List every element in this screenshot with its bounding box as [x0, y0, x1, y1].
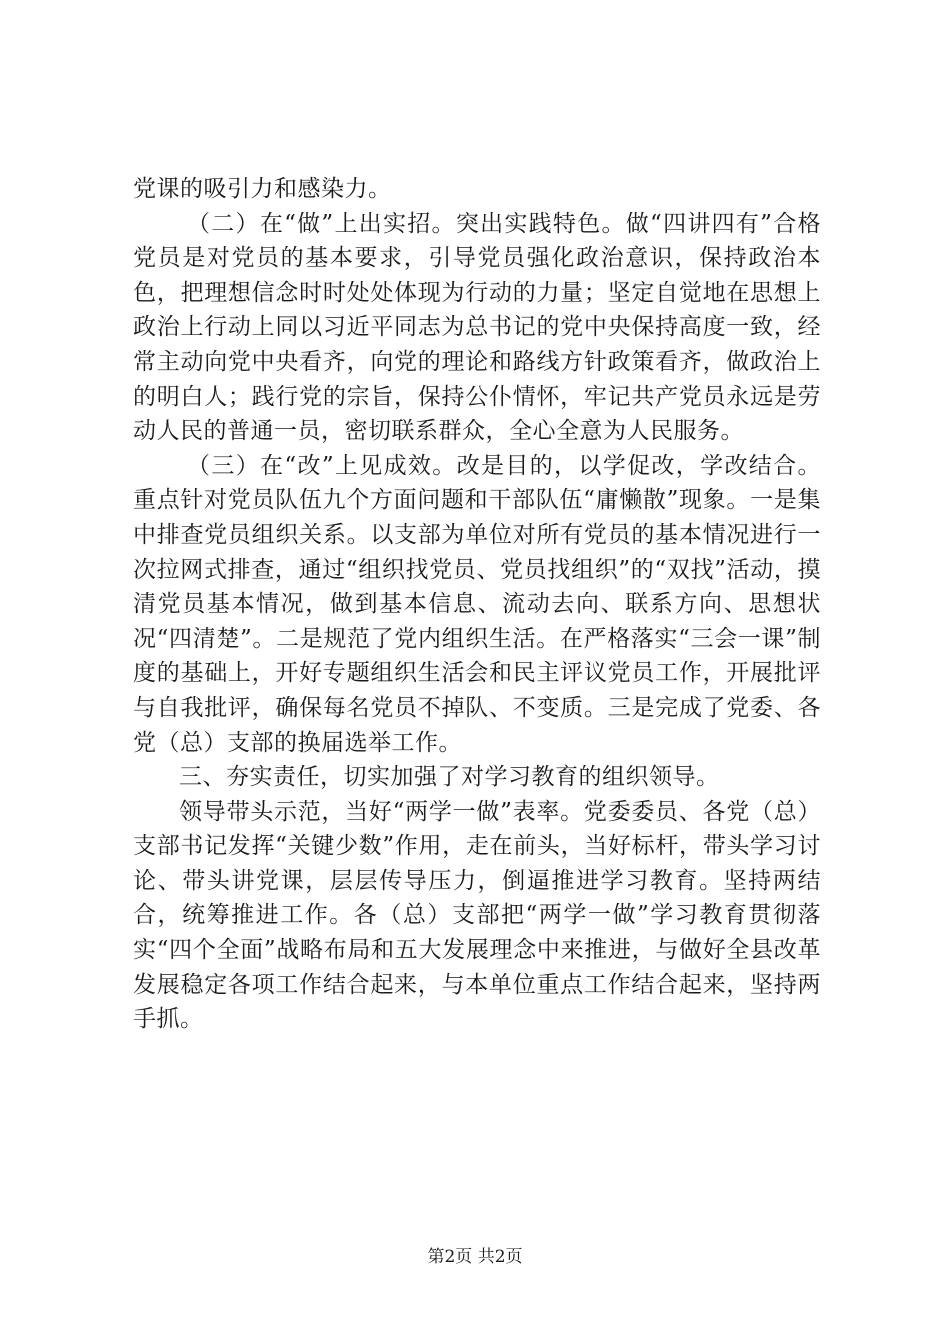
page-number-footer: 第2页 共2页: [427, 1247, 523, 1267]
paragraph-section-two: （二）在“做”上出实招。突出实践特色。做“四讲四有”合格党员是对党员的基本要求，引导党员强化政治意识，保持政治本色，把理想信念时时处处体现为行动的力量；坚定自觉地在思想上政治上行动上同以习近平同志为总书记的党中央保持高度一致，经常主动向党中央看齐，向党的理论和路线方针政策看齐，做政治上的明白人；践行党的宗旨，保持公仆情怀，牢记共产党员永远是劳动人民的普通一员，密切联系群众，全心全意为人民服务。: [133, 210, 821, 445]
document-body: [133, 172, 821, 1037]
paragraph-continuation: 党课的吸引力和感染力。: [133, 176, 392, 202]
paragraph-section-three: （三）在“改”上见成效。改是目的，以学促改，学改结合。重点针对党员队伍九个方面问题和干部队伍“庸懒散”现象。一是集中排查党员组织关系。以支部为单位对所有党员的基本情况进行一次拉网式排查，通过“组织找党员、党员找组织”的“双找”活动，摸清党员基本情况，做到基本信息、流动去向、联系方向、思想状况“四清楚”。二是规范了党内组织生活。在严格落实“三会一课”制度的基础上，开好专题组织生活会和民主评议党员工作，开展批评与自我批评，确保每名党员不掉队、不变质。三是完成了党委、各党（总）支部的换届选举工作。: [133, 452, 821, 756]
section-heading-three: 三、夯实责任，切实加强了对学习教育的组织领导。: [179, 764, 720, 791]
paragraph-leadership: 领导带头示范，当好“两学一做”表率。党委委员、各党（总）支部书记发挥“关键少数”作用，走在前头，当好标杆，带头学习讨论、带头讲党课，层层传导压力，倒逼推进学习教育。坚持两结合，统筹推进工作。各（总）支部把“两学一做”学习教育贯彻落实“四个全面”战略布局和五大发展理念中来推进，与做好全县改革发展稳定各项工作结合起来，与本单位重点工作结合起来，坚持两手抓。: [133, 798, 821, 1033]
